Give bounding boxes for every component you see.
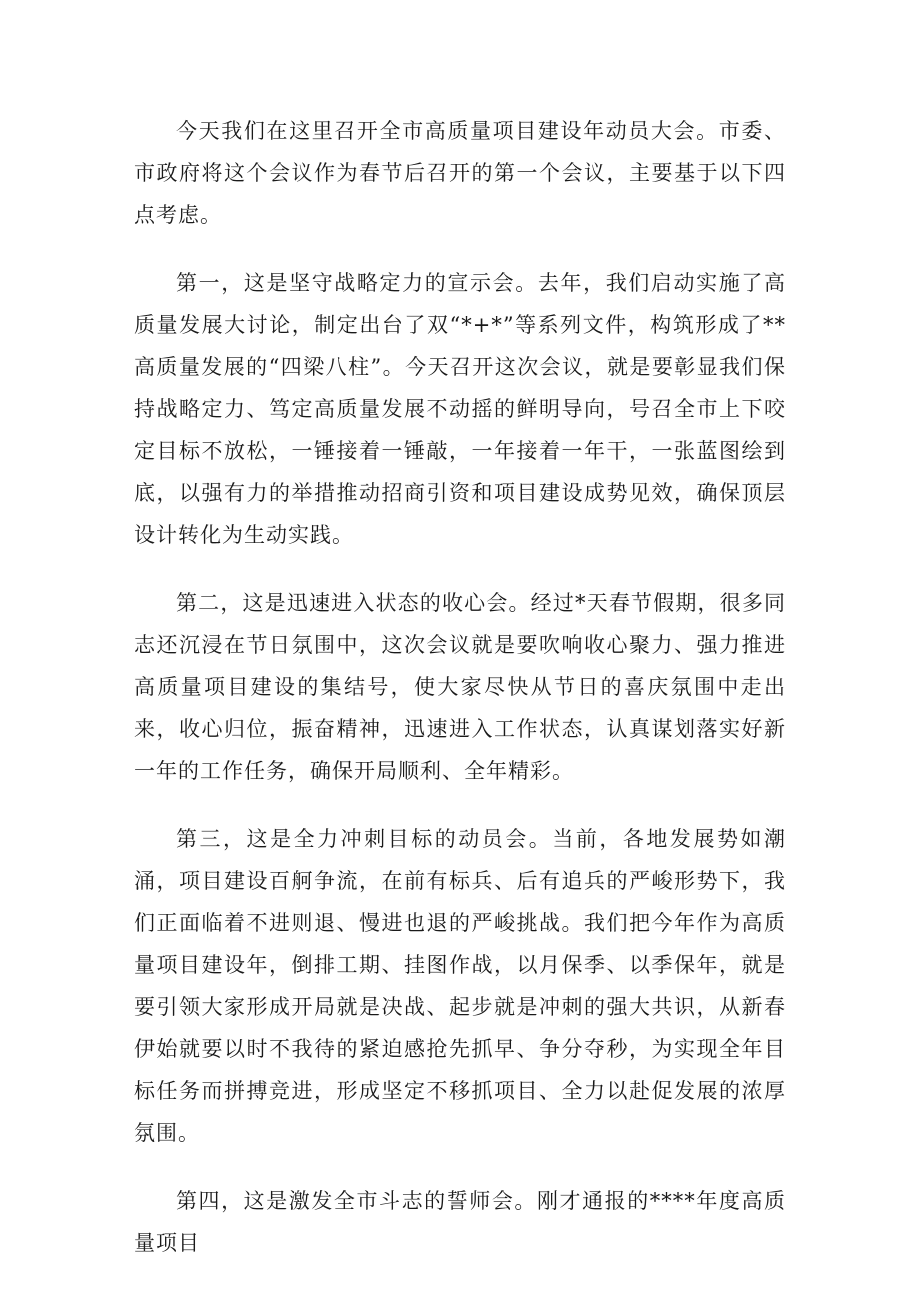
paragraph-intro: 今天我们在这里召开全市高质量项目建设年动员大会。市委、市政府将这个会议作为春节后召开的第一个会议，主要基于以下四点考虑。 xyxy=(134,119,786,227)
paragraph-third-point: 第三，这是全力冲刺目标的动员会。当前，各地发展势如潮涌，项目建设百舸争流，在前有标兵、后有追兵的严峻形势下，我们正面临着不进则退、慢进也退的严峻挑战。我们把今年作为高质量项目建设年，倒排工期、挂图作战，以月保季、以季保年，就是要引领大家形成开局就是决战、起步就是冲刺的强大共识，从新春伊始就要以时不我待的紧迫感抢先抓早、争分夺秒，为实现全年目标任务而拼搏竞进，形成坚定不移抓项目、全力以赴促发展的浓厚氛围。 xyxy=(134,827,786,1145)
paragraph-fourth-point: 第四，这是激发全市斗志的誓师会。刚才通报的****年度高质量项目 xyxy=(134,1189,786,1255)
paragraph-second-point: 第二，这是迅速进入状态的收心会。经过*天春节假期，很多同志还沉浸在节日氛围中，这次会议就是要吹响收心聚力、强力推进高质量项目建设的集结号，使大家尽快从节日的喜庆氛围中走出来，收心归位，振奋精神，迅速进入工作状态，认真谋划落实好新一年的工作任务，确保开局顺利、全年精彩。 xyxy=(134,591,786,783)
document-body xyxy=(134,110,786,1290)
paragraph-first-point: 第一，这是坚守战略定力的宣示会。去年，我们启动实施了高质量发展大讨论，制定出台了双“*+*”等系列文件，构筑形成了**高质量发展的“四梁八柱”。今天召开这次会议，就是要彰显我们保持战略定力、笃定高质量发展不动摇的鲜明导向，号召全市上下咬定目标不放松，一锤接着一锤敲，一年接着一年干，一张蓝图绘到底，以强有力的举措推动招商引资和项目建设成势见效，确保顶层设计转化为生动实践。 xyxy=(134,271,786,547)
